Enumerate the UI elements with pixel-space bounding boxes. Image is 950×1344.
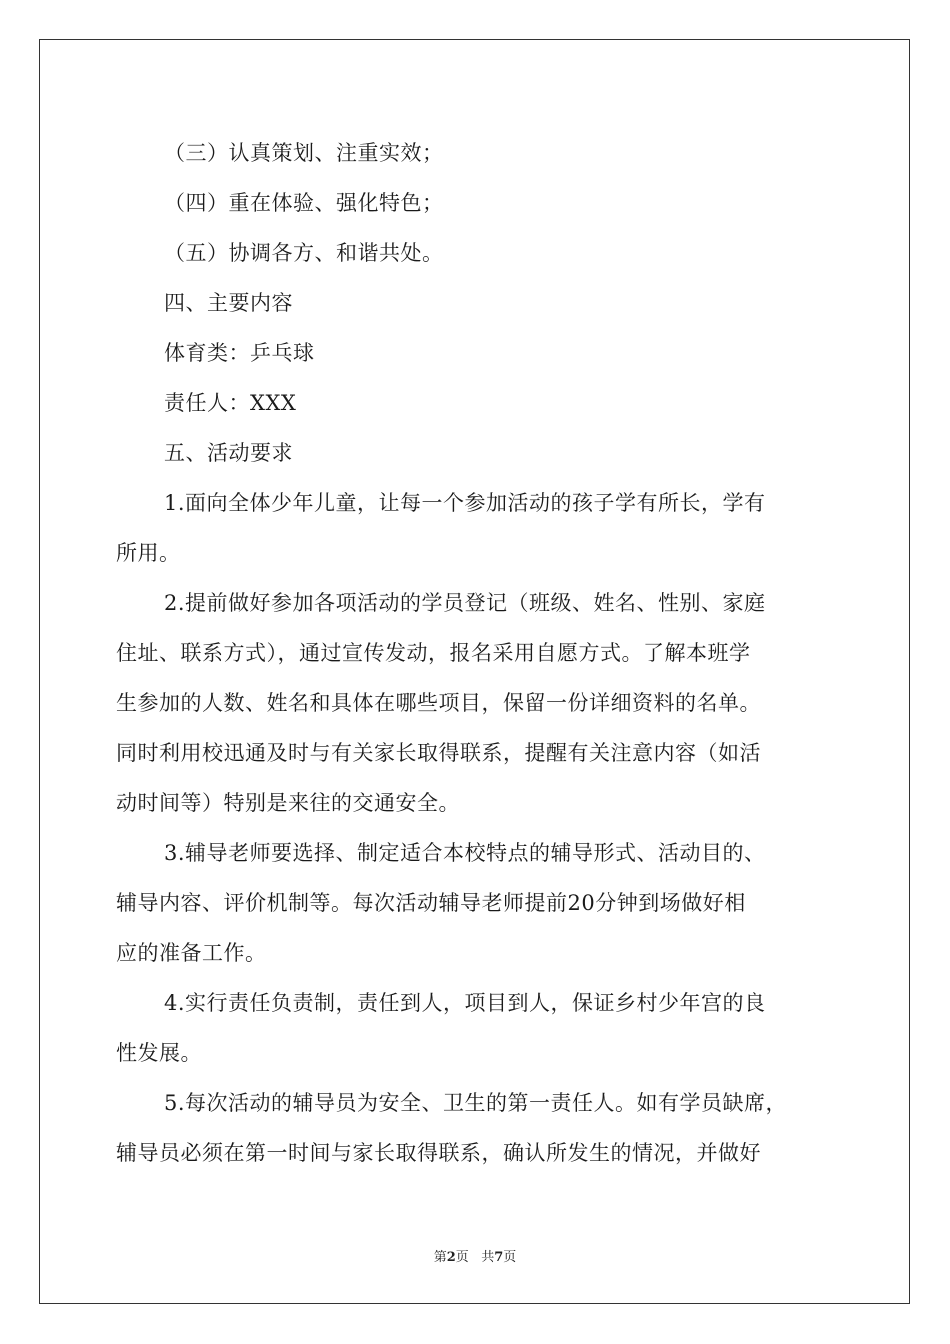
text-line: 体育类：乒乓球 [164,341,315,365]
current-page-number: 2 [446,1250,456,1265]
section-heading: 四、主要内容 [164,291,293,315]
text-line: 生参加的人数、姓名和具体在哪些项目，保留一份详细资料的名单。 [116,691,761,715]
footer-total-prefix: 共 [481,1250,495,1265]
text-line: 同时利用校迅通及时与有关家长取得联系，提醒有关注意内容（如活 [116,741,761,765]
footer-prefix: 第 [433,1250,447,1265]
text-line: 责任人：XXX [164,391,297,415]
text-line: 辅导内容、评价机制等。每次活动辅导老师提前20分钟到场做好相 [116,891,746,915]
text-line: 性发展。 [116,1041,202,1065]
text-line: 1.面向全体少年儿童，让每一个参加活动的孩子学有所长，学有 [164,491,766,515]
text-line: 动时间等）特别是来往的交通安全。 [116,791,460,815]
text-line: 所用。 [116,541,181,565]
text-line: 5.每次活动的辅导员为安全、卫生的第一责任人。如有学员缺席， [164,1091,788,1115]
section-heading: 五、活动要求 [164,441,293,465]
text-line: 3.辅导老师要选择、制定适合本校特点的辅导形式、活动目的、 [164,841,766,865]
text-line: 2.提前做好参加各项活动的学员登记（班级、姓名、性别、家庭 [164,591,766,615]
text-line: 4.实行责任负责制，责任到人，项目到人，保证乡村少年宫的良 [164,991,766,1015]
text-line: 辅导员必须在第一时间与家长取得联系，确认所发生的情况，并做好 [116,1141,761,1165]
footer-total-suffix: 页 [503,1250,517,1265]
page-footer [0,1246,950,1265]
footer-page-word: 页 [455,1250,469,1265]
text-line: （三）认真策划、注重实效； [164,141,444,165]
document-body [116,128,836,1178]
total-pages-number: 7 [494,1250,504,1265]
text-line: （五）协调各方、和谐共处。 [164,241,444,265]
text-line: 应的准备工作。 [116,941,267,965]
text-line: （四）重在体验、强化特色； [164,191,444,215]
text-line: 住址、联系方式），通过宣传发动，报名采用自愿方式。了解本班学 [116,641,751,665]
